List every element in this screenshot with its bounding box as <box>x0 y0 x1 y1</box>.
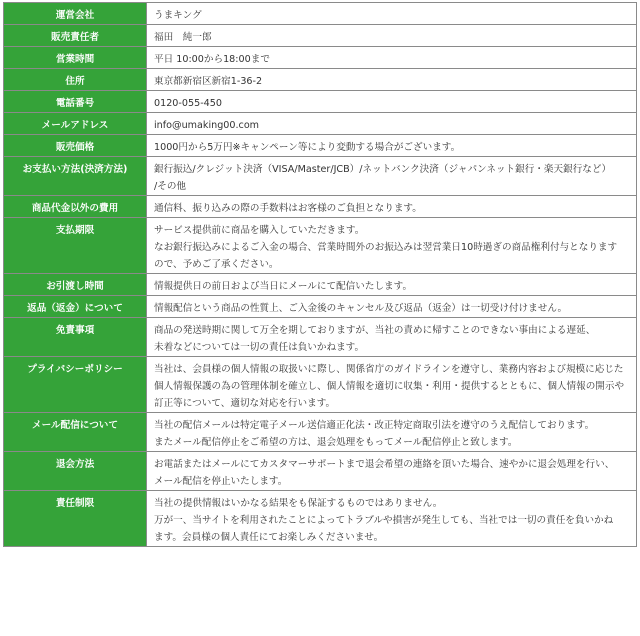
row-value <box>147 491 637 547</box>
row-value-line: サービス提供前に商品を購入していただきます。 <box>154 225 365 236</box>
table-row <box>4 491 637 547</box>
row-value <box>147 3 637 25</box>
row-label: 返品（返金）について <box>4 296 147 318</box>
row-value-line: ので、予めご了承ください。 <box>154 259 279 270</box>
row-label: 責任制限 <box>4 491 147 547</box>
row-label: メールアドレス <box>4 113 147 135</box>
row-value-line: 万が一、当サイトを利用されたことによってトラブルや損害が発生しても、当社では一切の責任を負いかね <box>154 515 614 526</box>
table-row <box>4 413 637 452</box>
row-value-line: info@umaking00.com <box>154 120 260 131</box>
row-value-line: 1000円から5万円※キャンペーン等により変動する場合がございます。 <box>154 142 461 153</box>
row-label: 運営会社 <box>4 3 147 25</box>
row-value-line: 福田 純一郎 <box>154 32 212 43</box>
row-value-line: メール配信を停止いたします。 <box>154 476 288 487</box>
row-value <box>147 452 637 491</box>
row-value <box>147 157 637 196</box>
row-value-line: 0120-055-450 <box>154 98 222 109</box>
table-row <box>4 69 637 91</box>
table-row <box>4 135 637 157</box>
row-value-line: 訂正等について、適切な対応を行います。 <box>154 398 336 409</box>
row-value <box>147 296 637 318</box>
table-row <box>4 274 637 296</box>
row-value-line: またメール配信停止をご希望の方は、退会処理をもってメール配信停止と致します。 <box>154 437 518 448</box>
row-label: 退会方法 <box>4 452 147 491</box>
row-label: 支払期限 <box>4 218 147 274</box>
row-value-line: 東京都新宿区新宿1-36-2 <box>154 76 263 87</box>
row-value-line: 情報配信という商品の性質上、ご入金後のキャンセル及び返品（返金）は一切受け付けません。 <box>154 303 568 314</box>
table-row <box>4 357 637 413</box>
row-label: 販売価格 <box>4 135 147 157</box>
legal-info-rows <box>4 3 637 547</box>
row-value <box>147 218 637 274</box>
row-value <box>147 113 637 135</box>
row-value <box>147 69 637 91</box>
row-label: 営業時間 <box>4 47 147 69</box>
table-row <box>4 25 637 47</box>
row-value <box>147 274 637 296</box>
row-label: プライバシーポリシー <box>4 357 147 413</box>
row-value <box>147 91 637 113</box>
row-value-line: ます。会員様の個人責任にてお楽しみくださいませ。 <box>154 532 384 543</box>
row-value-line: 情報提供日の前日および当日にメールにて配信いたします。 <box>154 281 413 292</box>
row-value-line: 銀行振込/クレジット決済（VISA/Master/JCB）/ネットバンク決済（ジャパンネット銀行・楽天銀行など） <box>154 164 612 175</box>
row-value-line: 未着などについては一切の責任は負いかねます。 <box>154 342 365 353</box>
table-row <box>4 47 637 69</box>
row-value-line: 商品の発送時期に関して万全を期しておりますが、当社の責めに帰すことのできない事由による遅延、 <box>154 325 596 336</box>
table-row <box>4 318 637 357</box>
legal-info-table <box>3 2 637 547</box>
row-value-line: 通信料、振り込みの際の手数料はお客様のご負担となります。 <box>154 203 422 214</box>
row-value-line: 平日 10:00から18:00まで <box>154 54 270 65</box>
row-value <box>147 25 637 47</box>
table-row <box>4 452 637 491</box>
row-value-line: 個人情報保護の為の管理体制を確立し、個人情報を適切に収集・利用・提供するとともに、個人情報の開示や <box>154 381 625 392</box>
table-row <box>4 196 637 218</box>
row-label: お支払い方法(決済方法) <box>4 157 147 196</box>
row-label: 免責事項 <box>4 318 147 357</box>
row-value-line: 当社は、会員様の個人情報の取扱いに際し、関係省庁のガイドラインを遵守し、業務内容および規模に応じた <box>154 364 624 375</box>
row-value-line: 当社の配信メールは特定電子メール送信適正化法・改正特定商取引法を遵守のうえ配信しております。 <box>154 420 595 431</box>
row-value-line: /その他 <box>154 181 187 192</box>
row-label: 電話番号 <box>4 91 147 113</box>
row-value <box>147 413 637 452</box>
row-value <box>147 135 637 157</box>
row-value-line: うまキング <box>154 10 202 21</box>
row-value <box>147 47 637 69</box>
row-value-line: 当社の提供情報はいかなる結果をも保証するものではありません。 <box>154 498 443 509</box>
row-value <box>147 357 637 413</box>
table-row <box>4 91 637 113</box>
row-label: お引渡し時間 <box>4 274 147 296</box>
table-row <box>4 296 637 318</box>
row-label: メール配信について <box>4 413 147 452</box>
row-value-line: お電話またはメールにてカスタマーサポートまで退会希望の連絡を頂いた場合、速やかに退会処理を行い、 <box>154 459 615 470</box>
row-label: 販売責任者 <box>4 25 147 47</box>
table-row <box>4 3 637 25</box>
table-row <box>4 218 637 274</box>
row-label: 住所 <box>4 69 147 91</box>
row-value-line: なお銀行振込みによるご入金の場合、営業時間外のお振込みは翌営業日10時過ぎの商品権利付与となります <box>154 242 618 253</box>
row-label: 商品代金以外の費用 <box>4 196 147 218</box>
row-value <box>147 196 637 218</box>
row-value <box>147 318 637 357</box>
table-row <box>4 157 637 196</box>
table-row <box>4 113 637 135</box>
